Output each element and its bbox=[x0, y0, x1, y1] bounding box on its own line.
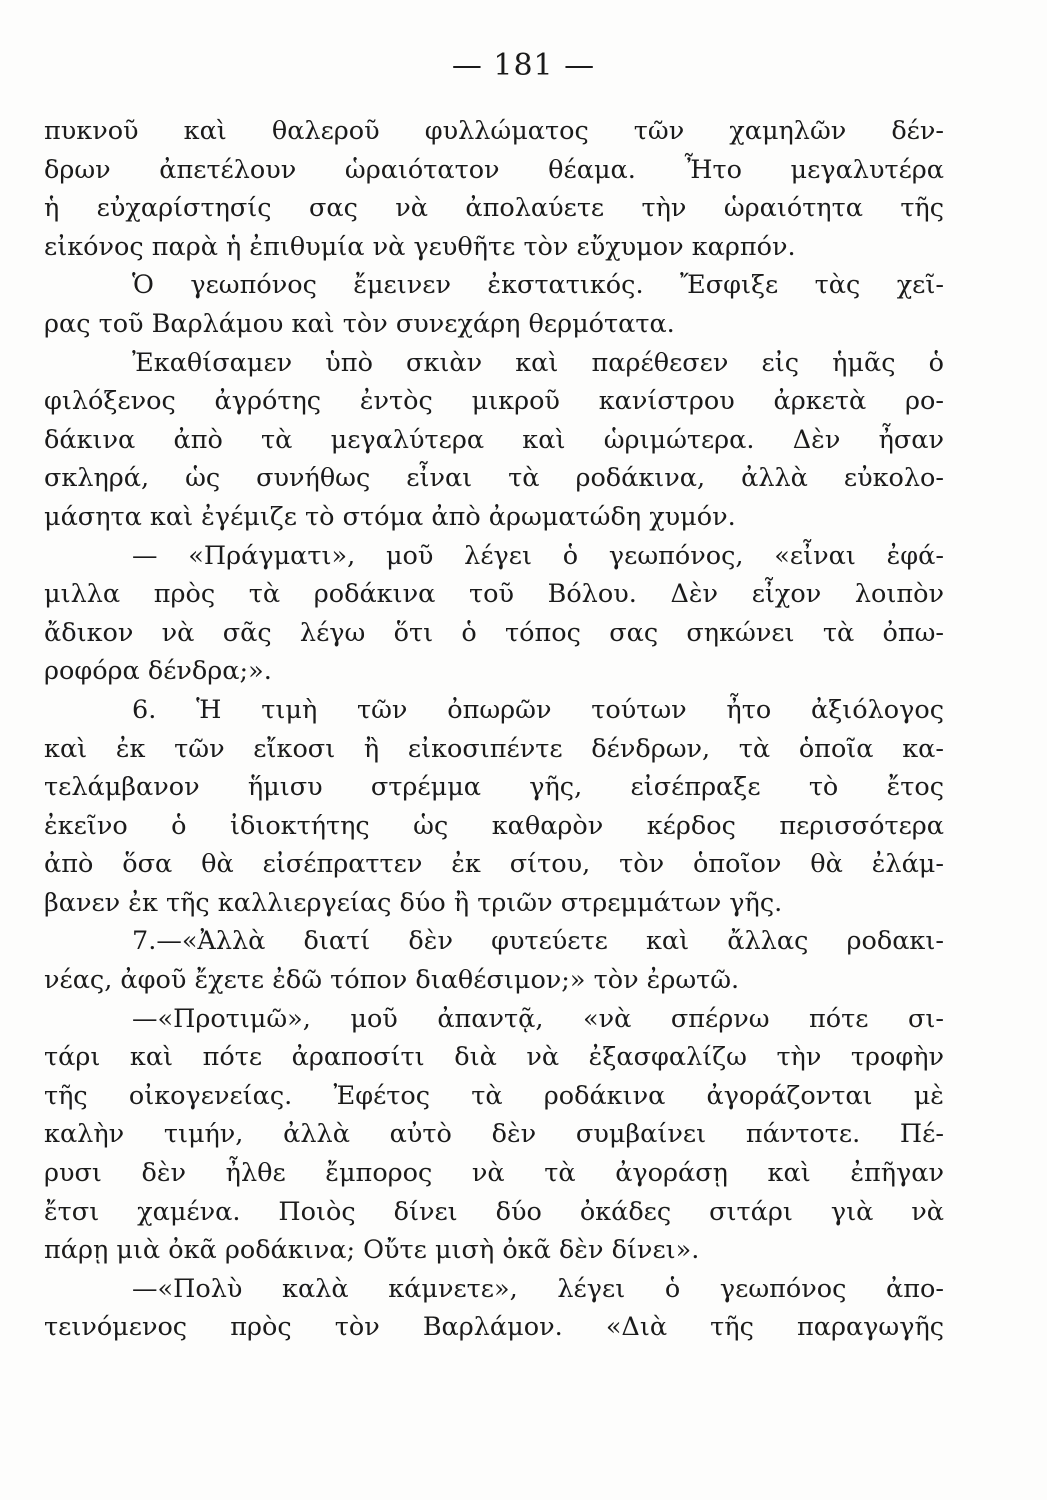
text-line: Ὁ γεωπόνος ἔμεινεν ἐκστατικός. Ἔσφιξε τὰς χεῖ- bbox=[132, 270, 944, 301]
text-line: πάρῃ μιὰ ὀκᾶ ροδάκινα; Οὔτε μισὴ ὀκᾶ δὲν δίνει». bbox=[44, 1235, 700, 1266]
text-line: καλὴν τιμήν, ἀλλὰ αὐτὸ δὲν συμβαίνει πάντοτε. Πέ- bbox=[44, 1119, 944, 1150]
text-line: δάκινα ἀπὸ τὰ μεγαλύτερα καὶ ὡριμώτερα. Δὲν ἦσαν bbox=[44, 424, 944, 455]
text-line: Ἐκαθίσαμεν ὑπὸ σκιὰν καὶ παρέθεσεν εἰς ἡμᾶς ὁ bbox=[132, 347, 944, 378]
text-line: καὶ ἐκ τῶν εἴκοσι ἢ εἰκοσιπέντε δένδρων, τὰ ὁποῖα κα- bbox=[44, 733, 944, 764]
text-line: — «Πράγματι», μοῦ λέγει ὁ γεωπόνος, «εἶναι ἐφά- bbox=[132, 540, 944, 571]
text-line: πυκνοῦ καὶ θαλεροῦ φυλλώματος τῶν χαμηλῶν δέν- bbox=[44, 116, 944, 146]
text-line: δρων ἀπετέλουν ὡραιότατον θέαμα. Ἦτο μεγαλυτέρα bbox=[44, 154, 944, 185]
text-line: ἀπὸ ὅσα θὰ εἰσέπραττεν ἐκ σίτου, τὸν ὁποῖον θὰ ἐλάμ- bbox=[44, 849, 944, 880]
text-line: τεινόμενος πρὸς τὸν Βαρλάμον. «Διὰ τῆς παραγωγῆς bbox=[44, 1312, 944, 1343]
text-line: μιλλα πρὸς τὰ ροδάκινα τοῦ Βόλου. Δὲν εἶχον λοιπὸν bbox=[44, 579, 944, 610]
text-line: φιλόξενος ἀγρότης ἐντὸς μικροῦ κανίστρου ἀρκετὰ ρο- bbox=[44, 386, 944, 417]
text-line: —«Πολὺ καλὰ κάμνετε», λέγει ὁ γεωπόνος ἀπο- bbox=[132, 1273, 944, 1304]
text-line: ἄδικον νὰ σᾶς λέγω ὅτι ὁ τόπος σας σηκώνει τὰ ὀπω- bbox=[44, 617, 944, 648]
body-text bbox=[44, 112, 944, 1347]
text-line: σκληρά, ὡς συνήθως εἶναι τὰ ροδάκινα, ἀλλὰ εὐκολο- bbox=[44, 463, 944, 494]
text-line: 7.—«Ἀλλὰ διατί δὲν φυτεύετε καὶ ἄλλας ροδακι- bbox=[132, 926, 944, 957]
text-line: βανεν ἐκ τῆς καλλιεργείας δύο ἢ τριῶν στρεμμάτων γῆς. bbox=[44, 887, 783, 918]
text-line: εἰκόνος παρὰ ἡ ἐπιθυμία νὰ γευθῆτε τὸν εὔχυμον καρπόν. bbox=[44, 231, 796, 262]
text-line: μάσητα καὶ ἐγέμιζε τὸ στόμα ἀπὸ ἀρωματώδη χυμόν. bbox=[44, 501, 736, 532]
text-line: ροφόρα δένδρα;». bbox=[44, 656, 272, 687]
text-line: ἐκεῖνο ὁ ἰδιοκτήτης ὡς καθαρὸν κέρδος περισσότερα bbox=[44, 810, 944, 841]
text-line: τῆς οἰκογενείας. Ἐφέτος τὰ ροδάκινα ἀγοράζονται μὲ bbox=[44, 1080, 944, 1111]
text-line: —«Προτιμῶ», μοῦ ἀπαντᾷ, «νὰ σπέρνω πότε σι- bbox=[132, 1003, 944, 1034]
text-line: ἔτσι χαμένα. Ποιὸς δίνει δύο ὀκάδες σιτάρι γιὰ νὰ bbox=[44, 1196, 944, 1227]
text-line: τάρι καὶ πότε ἀραποσίτι διὰ νὰ ἐξασφαλίζω τὴν τροφὴν bbox=[44, 1042, 944, 1073]
text-line: νέας, ἀφοῦ ἔχετε ἐδῶ τόπον διαθέσιμον;» τὸν ἐρωτῶ. bbox=[44, 965, 740, 996]
text-line: ρυσι δὲν ἦλθε ἔμπορος νὰ τὰ ἀγοράσῃ καὶ ἐπῆγαν bbox=[44, 1158, 944, 1189]
text-line: 6. Ἡ τιμὴ τῶν ὀπωρῶν τούτων ἦτο ἀξιόλογος bbox=[132, 694, 944, 725]
text-line: τελάμβανον ἥμισυ στρέμμα γῆς, εἰσέπραξε τὸ ἔτος bbox=[44, 772, 944, 803]
page-number: — 181 — bbox=[451, 48, 596, 83]
text-line: ἡ εὐχαρίστησίς σας νὰ ἀπολαύετε τὴν ὡραιότητα τῆς bbox=[44, 193, 944, 224]
text-line: ρας τοῦ Βαρλάμου καὶ τὸν συνεχάρη θερμότατα. bbox=[44, 308, 675, 339]
